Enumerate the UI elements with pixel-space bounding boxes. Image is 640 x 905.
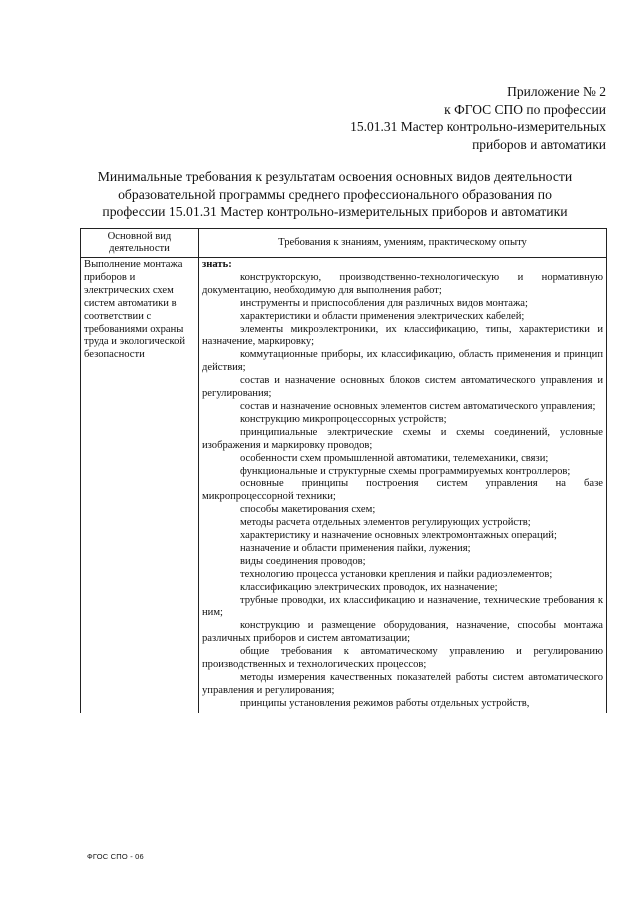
appendix-line: 15.01.31 Мастер контрольно-измерительных	[350, 119, 606, 134]
requirement-item: трубные проводки, их классификацию и назначение, технические требования к ним;	[202, 594, 603, 619]
requirement-item: функциональные и структурные схемы программируемых контроллеров;	[240, 465, 571, 477]
requirement-item: характеристику и назначение основных электромонтажных операций;	[240, 530, 557, 542]
requirement-item: назначение и области применения пайки, лужения;	[240, 542, 471, 554]
requirement-item: коммутационные приборы, их классификацию, область применения и принцип действия;	[202, 349, 603, 374]
appendix-line: к ФГОС СПО по профессии	[444, 101, 606, 117]
document-title	[70, 168, 600, 221]
requirement-item: элементы микроэлектроники, их классификацию, типы, характеристики и назначение, маркировку;	[202, 323, 603, 348]
requirement-item: основные принципы построения систем управления на базе микропроцессорной техники;	[202, 478, 603, 503]
table-header-row	[81, 229, 607, 258]
appendix-line: приборов и автоматики	[472, 136, 606, 152]
requirement-item: способы макетирования схем;	[240, 504, 376, 516]
appendix-line: Приложение № 2	[507, 84, 606, 99]
requirement-item: инструменты и приспособления для различных видов монтажа;	[240, 297, 528, 309]
requirement-item: методы расчета отдельных элементов регулирующих устройств;	[240, 517, 531, 529]
requirements-cell	[199, 258, 607, 713]
requirement-item: виды соединения проводов;	[240, 555, 366, 567]
requirement-item: конструкцию и размещение оборудования, назначение, способы монтажа различных приборов и систем автоматизации;	[202, 620, 603, 645]
header-activity: Основной вид деятельности	[81, 229, 199, 258]
title-line: образовательной программы среднего профессионального образования по	[118, 186, 552, 202]
activity-cell: Выполнение монтажа приборов и электрических схем систем автоматики в соответствии с требованиями охраны труда и экологической безопасности	[81, 258, 199, 713]
requirement-item: принципы установления режимов работы отдельных устройств,	[240, 697, 530, 709]
requirement-item: конструкцию микропроцессорных устройств;	[240, 413, 447, 425]
footer-code: ФГОС СПО - 06	[87, 852, 144, 861]
knowledge-label: знать:	[202, 259, 232, 270]
appendix-header	[276, 83, 606, 153]
requirement-item: классификацию электрических проводок, их назначение;	[240, 581, 498, 593]
header-requirements: Требования к знаниям, умениям, практическому опыту	[199, 229, 607, 258]
requirement-item: особенности схем промышленной автоматики, телемеханики, связи;	[240, 452, 549, 464]
title-line: Минимальные требования к результатам освоения основных видов деятельности	[97, 169, 573, 184]
requirement-item: состав и назначение основных блоков систем автоматического управления и регулирования;	[202, 375, 603, 400]
requirements-table	[80, 228, 607, 713]
requirement-item: характеристики и области применения электрических кабелей;	[240, 310, 525, 322]
requirements-list	[202, 272, 603, 711]
requirement-item: технологию процесса установки крепления и пайки радиоэлементов;	[240, 568, 553, 580]
requirement-item: состав и назначение основных элементов систем автоматического управления;	[240, 400, 596, 412]
requirement-item: принципиальные электрические схемы и схемы соединений, условные изображения и маркировку проводов;	[202, 426, 603, 451]
requirement-item: методы измерения качественных показателей работы систем автоматического управления и регулирования;	[202, 672, 603, 696]
table-row	[81, 258, 607, 713]
requirement-item: общие требования к автоматическому управлению и регулированию производственных и технологических процессов;	[202, 646, 603, 671]
title-line: профессии 15.01.31 Мастер контрольно-измерительных приборов и автоматики	[102, 204, 568, 219]
requirement-item: конструкторскую, производственно-технологическую и нормативную документацию, необходимую для выполнения работ;	[202, 271, 603, 296]
